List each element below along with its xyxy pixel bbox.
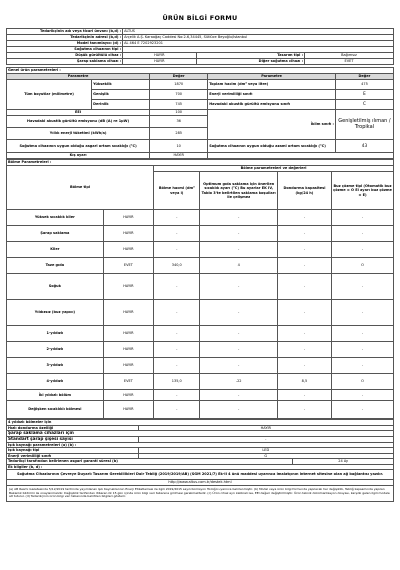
eei-label: EEI	[7, 110, 150, 116]
fast-freeze-label: Hızlı dondurma özelliği	[7, 425, 139, 431]
depth-value: 745	[150, 100, 208, 110]
annual-energy-label: Yıllık enerji tüketimi (kWh/a)	[7, 128, 150, 140]
compartment-capacity: 8,5	[277, 374, 331, 390]
website-note: Soğutma Cihazlarının Çevreye Duyarlı Tasarım Gereklilikleri Dair Tebliğ (2019/2019/AB) (SGM 2021/7) Ek-II 4 ünü maddesi uyarınca imalatçının internet sitesine olan ağ bağlantısı yazılır.	[7, 470, 394, 480]
max-temp-label: Soğutma cihazının uygun olduğu azami ortam sıcaklığı (°C)	[208, 140, 336, 153]
compartment-capacity: -	[277, 342, 331, 358]
compartment-defrost: O	[332, 258, 394, 274]
compartment-rows	[7, 210, 394, 419]
supplier-address-label: Tedarikçinin adresi (b,d) :	[7, 35, 123, 41]
height-label: Yükseklik	[92, 80, 150, 90]
low-noise-label: Düşük gürültülü cihaz :	[7, 53, 123, 59]
model-value: AL 464 E 7202923201	[123, 41, 394, 47]
climate-label: İklim sınıfı :	[208, 110, 336, 140]
compartment-name: Taze gıda	[7, 258, 104, 274]
width-value: 700	[150, 90, 208, 100]
freezing-capacity-header: Dondurma kapasitesi (kg/24 h)	[277, 172, 331, 210]
compartment-present: HAYIR	[103, 401, 153, 419]
defrost-type-header: Buz çözme tipi (Otomatik buz çözme = O El ayarı buz çözme = E)	[332, 172, 394, 210]
compartment-present: HAYIR	[103, 342, 153, 358]
compartment-name: Soğuk	[7, 274, 104, 300]
compartment-volume: -	[154, 300, 200, 326]
param-header: Parametre	[7, 74, 150, 80]
winter-setting-value: HAYIR	[150, 153, 208, 159]
width-label: Genişlik	[92, 90, 150, 100]
compartment-present: HAYIR	[103, 300, 153, 326]
height-value: 1870	[150, 80, 208, 90]
compartment-volume: -	[154, 226, 200, 242]
other-cooling-label: Diğer soğutma cihazı :	[196, 59, 304, 65]
min-temp-label: Soğutma cihazının uygun olduğu asgari ortam sıcaklığı (°C)	[7, 140, 150, 153]
compartment-present: HAYIR	[103, 390, 153, 401]
compartment-present: HAYIR	[103, 242, 153, 258]
compartment-temp: -	[200, 210, 277, 226]
compartment-present: EVET	[103, 374, 153, 390]
total-volume-value: 475	[335, 80, 393, 90]
design-type-label: Tasarım tipi :	[196, 53, 304, 59]
compartment-row	[7, 210, 394, 226]
winter-setting-label: Kış ayarı	[7, 153, 150, 159]
compartment-row	[7, 300, 394, 326]
standard-wine-value: -	[138, 436, 393, 442]
compartment-volume: -	[154, 210, 200, 226]
energy-class-label: Enerji verimliliği sınıfı	[208, 90, 336, 100]
noise-class-label: Havadaki akustik gürültü emisyonu sınıfı	[208, 100, 336, 110]
compartment-volume: -	[154, 326, 200, 342]
four-star-section-label: 4 yıldızlı bölmeler için	[7, 420, 394, 426]
compartment-section-label: Bölme Parametreleri :	[7, 160, 394, 166]
compartment-volume: -	[154, 401, 200, 419]
compartment-row	[7, 390, 394, 401]
compartment-capacity: -	[277, 300, 331, 326]
compartment-volume: -	[154, 342, 200, 358]
compartment-type-header: Bölme tipi	[7, 166, 154, 210]
light-section-label: Işık kaynağı parametreleri (a) (b) :	[7, 442, 394, 448]
compartment-capacity: -	[277, 258, 331, 274]
compartment-name: Değişken sıcaklıklı bölmesi	[7, 401, 104, 419]
compartment-name: Yıldızsız (buz yapıcı)	[7, 300, 104, 326]
compartment-temp: -	[200, 326, 277, 342]
support-link[interactable]: http://www.altus.com.tr/destek.html	[168, 480, 232, 485]
depth-label: Derinlik	[92, 100, 150, 110]
compartment-present: HAYIR	[103, 210, 153, 226]
compartment-defrost: -	[332, 210, 394, 226]
footnotes: (a) AB Resmi Gazetesinde 5/12/2019 tarihinde yayımlanan Işık Kaynaklarının Enerji Etiketlemesi ile ilgili 2019/2015 sayılı Komisyon Tüzüğü uyarınca belirlenmiştir. (b) Model veya ürün bilgi formunda yapılacak her değişiklik, Tebliğ kapsamında yapılan Bakanlık bildirimi ile onaylanmalıdır. Değişiklik tarihinden itibaren ilk 15 gün içinde ürün bilgi veri tabanına girilmesi gerekmektedir. (c) Ürün cihaz ayrı kalibreli ise, EEI değeri değiştirilmiştir. Ürün teknik dokümantasyon dosyası, karşılık gelen ilgili modele ait tutulur. (d) Tedarikçinin ürün bilgi veri tabanında belirtilen bilgileri gösterir.	[7, 486, 394, 502]
light-class-value: G	[138, 453, 393, 459]
general-params-table	[6, 67, 394, 159]
noise-db-value: 36	[150, 116, 208, 128]
compartment-present: EVET	[103, 258, 153, 274]
compartment-row	[7, 274, 394, 300]
compartment-defrost: O	[332, 374, 394, 390]
compartment-defrost: -	[332, 358, 394, 374]
compartment-present: HAYIR	[103, 326, 153, 342]
noise-class-value: C	[335, 100, 393, 110]
compartment-capacity: -	[277, 326, 331, 342]
cooling-type-label: Soğutma cihazının tipi :	[7, 47, 123, 53]
temp-setting-header: Optimum gıda saklama için önerilen sıcaklık ayarı (°C) Bu ayarlar EK IV, Tablo 3'te belirtilen saklama koşulları ile çelişmez	[200, 172, 277, 210]
compartment-name: Kiler	[7, 242, 104, 258]
compartment-name: 2-yıldızlı	[7, 342, 104, 358]
general-section-label: Genel ürün parametreleri :	[7, 68, 394, 74]
supplier-name-label: Tedarikçinin adı veya ticari ünvanı (b,d) :	[7, 29, 123, 35]
other-cooling-value: EVET	[304, 59, 393, 65]
total-volume-label: Toplam hacim (dm³ veya litre)	[208, 80, 336, 90]
compartment-table	[6, 159, 394, 419]
compartment-temp: -22	[200, 374, 277, 390]
compartment-capacity: -	[277, 242, 331, 258]
compartment-defrost: -	[332, 300, 394, 326]
compartment-row	[7, 342, 394, 358]
compartment-row	[7, 242, 394, 258]
light-type-value: LED	[138, 448, 393, 454]
compartment-defrost: -	[332, 226, 394, 242]
compartment-volume: -	[154, 358, 200, 374]
compartment-capacity: -	[277, 210, 331, 226]
light-class-label: Enerji verimliliği sınıfı	[7, 453, 139, 459]
design-type-value: Bağımsız	[304, 53, 393, 59]
compartment-temp: -	[200, 358, 277, 374]
wine-section-label: Şarap saklama cihazları için	[7, 431, 394, 437]
compartment-defrost: -	[332, 342, 394, 358]
compartment-volume: -	[154, 274, 200, 300]
compartment-row	[7, 326, 394, 342]
wine-storage-label: Şarap saklama cihazı :	[7, 59, 123, 65]
compartment-defrost: -	[332, 401, 394, 419]
compartment-temp: -	[200, 401, 277, 419]
additional-info-label: Ek bilgiler (b, d) :	[7, 464, 394, 470]
light-type-label: Işık kaynağı tipi	[7, 448, 139, 454]
compartment-capacity: -	[277, 401, 331, 419]
compartment-name: 3-yıldızlı	[7, 358, 104, 374]
compartment-row	[7, 258, 394, 274]
compartment-name: Şarap saklama	[7, 226, 104, 242]
compartment-capacity: -	[277, 358, 331, 374]
compartment-defrost: -	[332, 326, 394, 342]
compartment-volume: -	[154, 390, 200, 401]
fast-freeze-value: HAYIR	[138, 425, 393, 431]
compartment-present: HAYIR	[103, 226, 153, 242]
compartment-defrost: -	[332, 242, 394, 258]
extra-table	[6, 419, 394, 502]
compartment-defrost: -	[332, 274, 394, 300]
standard-wine-label: Standart şarap şişesi sayısı	[7, 436, 139, 442]
compartment-volume: 135,0	[154, 374, 200, 390]
form-title: ÜRÜN BİLGİ FORMU	[162, 14, 238, 22]
compartment-params-header: Bölme parametreleri ve değerleri	[154, 166, 394, 172]
supplier-address-value: Arçelik A.Ş. Karaağaç Caddesi No:2-6,34445, Sütlüce Beyoğlu/İstanbul	[123, 35, 394, 41]
compartment-row	[7, 401, 394, 419]
energy-class-value: E	[335, 90, 393, 100]
volume-header: Bölme hacmi (dm³ veya l)	[154, 172, 200, 210]
compartment-row	[7, 226, 394, 242]
min-temp-value: 10	[150, 140, 208, 153]
compartment-capacity: -	[277, 390, 331, 401]
param-header-2: Parametre	[208, 74, 336, 80]
warranty-label: Tedarikçi tarafından belirlenen asgari garanti süresi (b)	[7, 459, 293, 465]
max-temp-value: 43	[335, 140, 393, 153]
compartment-temp: -	[200, 300, 277, 326]
compartment-volume: -	[154, 242, 200, 258]
annual-energy-value: 285	[150, 128, 208, 140]
compartment-row	[7, 374, 394, 390]
warranty-value: 24 Ay	[293, 459, 394, 465]
compartment-temp: -	[200, 226, 277, 242]
supplier-table	[6, 28, 394, 65]
low-noise-value: HAYIR	[123, 53, 197, 59]
compartment-temp: -	[200, 274, 277, 300]
compartment-capacity: -	[277, 274, 331, 300]
compartment-row	[7, 358, 394, 374]
compartment-capacity: -	[277, 226, 331, 242]
compartment-volume: 340,0	[154, 258, 200, 274]
compartment-name: İki yıldızlı bölüm	[7, 390, 104, 401]
compartment-temp: 4	[200, 258, 277, 274]
compartment-present: HAYIR	[103, 274, 153, 300]
compartment-name: Yüksek sıcaklık kiler	[7, 210, 104, 226]
value-header: Değer	[150, 74, 208, 80]
compartment-temp: -	[200, 242, 277, 258]
compartment-defrost: -	[332, 390, 394, 401]
compartment-present: HAYIR	[103, 358, 153, 374]
eei-value: 100	[150, 110, 208, 116]
compartment-name: 4-yıldızlı	[7, 374, 104, 390]
wine-storage-value: HAYIR	[123, 59, 197, 65]
compartment-temp: -	[200, 342, 277, 358]
value-header-2: Değer	[335, 74, 393, 80]
compartment-temp: -	[200, 390, 277, 401]
climate-value: Genişletilmiş ılıman / Tropikal	[335, 110, 393, 140]
model-label: Model tanımlayıcı (d) :	[7, 41, 123, 47]
compartment-name: 1-yıldızlı	[7, 326, 104, 342]
supplier-name-value: ALTUS	[123, 29, 394, 35]
dimensions-label: Tüm boyutlar (milimetre)	[7, 80, 92, 110]
noise-db-label: Havadaki akustik gürültü emisyonu (dB (A) re 1pW)	[7, 116, 150, 128]
